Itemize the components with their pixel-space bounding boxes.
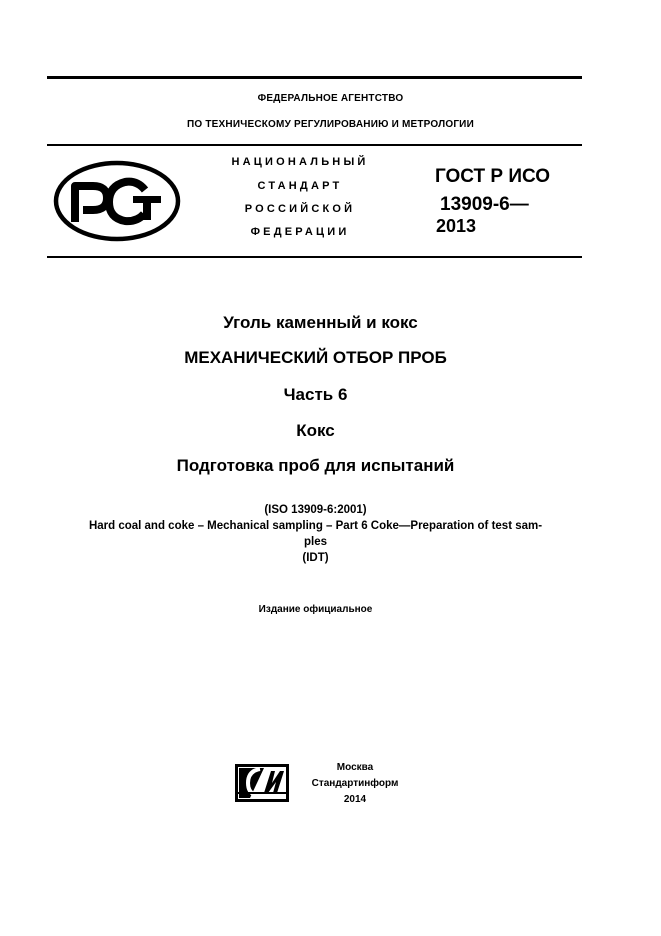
designation-line-2: 13909-6— — [440, 194, 529, 215]
standard-label-line-1: НАЦИОНАЛЬНЫЙ — [231, 156, 369, 168]
standard-label-line-2: СТАНДАРТ — [257, 180, 343, 192]
title-line-5: Подготовка проб для испытаний — [176, 456, 455, 475]
idt-mark: (IDT) — [302, 552, 329, 564]
designation-rule — [47, 256, 582, 258]
rst-logo-icon — [53, 160, 181, 242]
standard-label-line-4: ФЕДЕРАЦИИ — [250, 226, 350, 238]
header-rule — [47, 144, 582, 146]
english-title-line-2: ples — [303, 536, 327, 548]
publisher-year: 2014 — [343, 794, 367, 805]
designation-line-3: 2013 — [436, 216, 477, 236]
english-title-line-1: Hard coal and coke – Mechanical sampling – Part 6 Coke—Preparation of test sam- — [88, 520, 543, 532]
title-line-1: Уголь каменный и кокс — [223, 313, 418, 332]
edition-note: Издание официальное — [258, 604, 373, 615]
publisher-city: Москва — [336, 762, 374, 773]
agency-line-2: ПО ТЕХНИЧЕСКОМУ РЕГУЛИРОВАНИЮ И МЕТРОЛОГИИ — [187, 119, 474, 130]
title-line-3: Часть 6 — [283, 385, 348, 404]
publisher-name: Стандартинформ — [311, 778, 399, 789]
title-line-4: Кокс — [296, 421, 335, 440]
publisher-logo — [234, 763, 290, 803]
top-rule — [47, 76, 582, 79]
agency-line-1: ФЕДЕРАЛЬНОЕ АГЕНТСТВО — [257, 93, 404, 104]
title-line-2: МЕХАНИЧЕСКИЙ ОТБОР ПРОБ — [184, 348, 447, 367]
standard-label-line-3: РОССИЙСКОЙ — [244, 203, 356, 215]
rst-logo — [53, 160, 181, 242]
iso-reference: (ISO 13909-6:2001) — [264, 504, 367, 516]
publisher-logo-icon — [234, 763, 290, 803]
designation-line-1: ГОСТ Р ИСО — [435, 166, 551, 187]
